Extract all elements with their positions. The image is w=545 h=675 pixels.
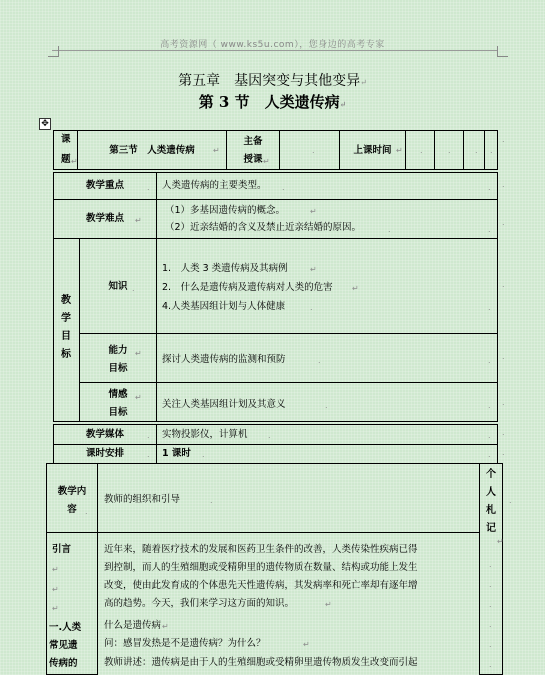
intro-label: 引言 bbox=[52, 544, 72, 555]
ability-value: 探讨人类遗传病的监测和预防 bbox=[162, 354, 286, 365]
topic-label: 课 bbox=[61, 134, 71, 145]
teacher-label: 主备 bbox=[243, 136, 263, 147]
section-title: 第 3 节 人类遗传病↵ bbox=[198, 93, 347, 111]
difficulty-item: （2）近亲结婚的含义及禁止近亲结婚的原因。 bbox=[165, 222, 362, 233]
notes-header-char: 人 bbox=[486, 487, 496, 498]
notes-header-char: 记 bbox=[486, 523, 496, 534]
difficulty-label: 教学难点 bbox=[85, 213, 124, 224]
intro-line: 高的趋势。今天，我们来学习这方面的知识。 bbox=[104, 598, 295, 609]
what-is-line: 什么是遗传病 bbox=[104, 620, 162, 631]
section1-label: 常见遗 bbox=[49, 640, 78, 651]
goals-label-char: 目 bbox=[61, 331, 71, 342]
intro-line: 近年来，随着医疗技术的发展和医药卫生条件的改善，人类传染性疾病已得 bbox=[104, 544, 418, 555]
time-label: 上课时间 bbox=[353, 145, 392, 156]
emotion-value: 关注人类基因组计划及其意义 bbox=[162, 399, 286, 410]
header-line bbox=[52, 50, 497, 51]
emotion-label: 情感 bbox=[108, 389, 128, 400]
table-move-handle[interactable]: ✥ bbox=[39, 118, 51, 130]
schedule-value-cell bbox=[156, 444, 498, 464]
schedule-label: 课时安排 bbox=[85, 448, 124, 459]
ability-label: 能力 bbox=[108, 345, 128, 356]
question-line: 问：感冒发热是不是遗传病？为什么？ bbox=[104, 638, 266, 649]
topic-value: 第三节 人类遗传病 bbox=[109, 145, 195, 156]
goals-label-char: 标 bbox=[61, 349, 71, 360]
margin-corner-mark bbox=[48, 46, 59, 57]
ability-label: 目标 bbox=[108, 363, 128, 374]
intro-line: 改变，使由此发育成的个体患先天性遗传病，其发病率和死亡率却有逐年增 bbox=[104, 580, 418, 591]
notes-header-char: 札 bbox=[486, 505, 496, 516]
knowledge-item: 4.人类基因组计划与人体健康 bbox=[162, 301, 286, 312]
goals-label-char: 教 bbox=[61, 295, 71, 306]
teacher-explains-line: 教师讲述：遗传病是由于人的生殖细胞或受精卵里遗传物质发生改变而引起 bbox=[104, 657, 418, 668]
media-label: 教学媒体 bbox=[85, 429, 124, 440]
key-point-label: 教学重点 bbox=[85, 180, 124, 191]
emotion-label: 目标 bbox=[108, 407, 128, 418]
ability-label-cell bbox=[79, 333, 157, 383]
knowledge-item: 2. 什么是遗传病及遗传病对人类的危害 bbox=[162, 282, 333, 293]
content-label: 教学内 bbox=[57, 486, 87, 497]
knowledge-item: 1. 人类 3 类遗传病及其病例 bbox=[162, 263, 288, 274]
section1-label: 传病的 bbox=[49, 658, 78, 669]
notes-header-char: 个 bbox=[486, 469, 496, 480]
content-label: 容 bbox=[67, 504, 77, 515]
chapter-title: 第五章 基因突变与其他变异↵ bbox=[178, 73, 367, 89]
section1-label: 一.人类 bbox=[49, 622, 82, 633]
topic-label: 题 bbox=[61, 154, 71, 165]
schedule-value: 1 课时 bbox=[162, 448, 191, 459]
content-label-cell bbox=[46, 463, 98, 533]
intro-line: 到控制，而人的生殖细胞或受精卵里的遗传物质在数量、结构或功能上发生 bbox=[104, 562, 418, 573]
goals-label-char: 学 bbox=[61, 313, 71, 324]
teacher-value-cell bbox=[279, 130, 340, 170]
page-header: 高考资源网（ www.ks5u.com），您身边的高考专家 bbox=[160, 40, 385, 50]
difficulty-item: （1）多基因遗传病的概念。 bbox=[165, 205, 286, 216]
guide-header: 教师的组织和引导 bbox=[104, 494, 181, 505]
teacher-label: 授课 bbox=[243, 154, 263, 165]
key-point-value: 人类遗传病的主要类型。 bbox=[162, 180, 267, 191]
media-value: 实物投影仪，计算机 bbox=[162, 429, 248, 440]
knowledge-label: 知识 bbox=[108, 281, 128, 292]
time-value-cell bbox=[463, 130, 485, 170]
margin-corner-mark bbox=[497, 46, 508, 57]
